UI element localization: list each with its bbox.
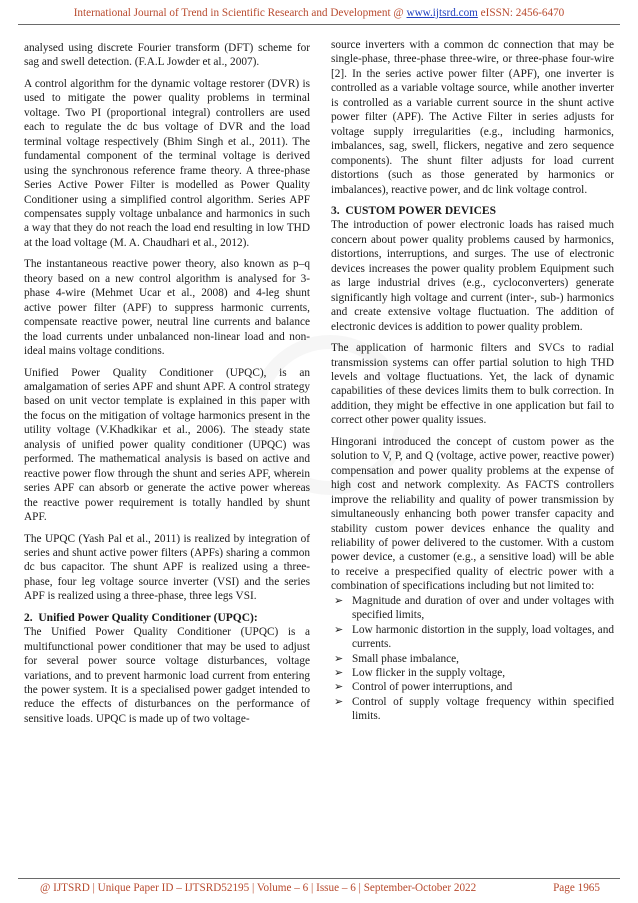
list-item-text: Control of power interruptions, and bbox=[352, 681, 513, 694]
section-heading-upqc: 2. Unified Power Quality Conditioner (UPQC): bbox=[24, 611, 258, 624]
paragraph: source inverters with a common dc connection that may be single-phase, three-phase three-wire, or three-phase four-wire [2]. In the series active power filter (APF), one inverter is controlled as a variable voltage source, while another inverter is controlled as a variable current source in the shunt active power filter (APF). The Active Filter in series adjusts for voltage supply irregularities (e.g., including harmonics, imbalances, sag, swell, flickers, negative and zero sequence components). The shunt filter adjusts for load current distortions (such as those generated by harmonics or imbalances), reactive power, and dc link voltage control. bbox=[331, 39, 614, 196]
section-heading-custom-power-devices: 3. CUSTOM POWER DEVICES bbox=[331, 204, 496, 217]
paragraph: The Unified Power Quality Conditioner (UPQC) is a multifunctional power conditioner that may be used to adjust for several power source voltage disturbances, voltage variations, and to prevent harmonic load current from entering the power system. It is a specialised power gadget intended to reduce the effects of disturbances on the performance of sensitive loads. UPQC is made up of two voltage- bbox=[24, 626, 310, 725]
header-issn: eISSN: 2456-6470 bbox=[477, 7, 565, 19]
arrow-bullet-icon: ➢ bbox=[334, 667, 344, 680]
list-item-text: Magnitude and duration of over and under voltages with specified limits, bbox=[352, 594, 614, 622]
list-item bbox=[331, 652, 614, 666]
journal-header bbox=[0, 7, 638, 19]
journal-footer bbox=[40, 882, 600, 894]
paragraph: The UPQC (Yash Pal et al., 2011) is realized by integration of series and shunt active power filters (APFs) sharing a common dc bus capacitor. The shunt APF is realized using a three-phase, four leg voltage source inverter (VSI) and the series APF is realized using a three-phase, three legs VSI. bbox=[24, 532, 310, 603]
paragraph: The instantaneous reactive power theory, also known as p–q theory based on a new control algorithm is analysed for 3-phase 4-wire (Mehmet Ucar et al., 2008) and 4-leg shunt active power filter (APF) to suppress harmonic currents, compensate reactive power, neutral line currents and balance the load currents under unbalanced non-linear load and non-ideal mains voltage conditions. bbox=[24, 258, 310, 358]
paragraph: Unified Power Quality Conditioner (UPQC), is an amalgamation of series APF and shunt APF. A control strategy based on unit vector template is explained in this paper with the focus on the mitigation of voltage harmonics present in the utility voltage (V.Khadkikar et al., 2006). The steady state analysis of unified power quality conditioner (UPQC) was performed. The mathematical analysis is based on active and reactive power flow through the shunt and series APF, wherein series APF can absorb or generate the active power whereas the reactive power requirement is totally handled by shunt APF. bbox=[24, 366, 310, 524]
footer-divider bbox=[18, 878, 620, 879]
list-item-text: Small phase imbalance, bbox=[352, 652, 459, 665]
arrow-bullet-icon: ➢ bbox=[334, 594, 344, 607]
specification-list bbox=[331, 594, 614, 724]
journal-website-link[interactable]: www.ijtsrd.com bbox=[406, 7, 478, 19]
header-journal-title: International Journal of Trend in Scientific Research and Development @ bbox=[73, 7, 407, 19]
arrow-bullet-icon: ➢ bbox=[334, 681, 344, 694]
list-item bbox=[331, 695, 614, 724]
list-item bbox=[331, 594, 614, 623]
footer-citation: @ IJTSRD | Unique Paper ID – IJTSRD52195 | Volume – 6 | Issue – 6 | September-October 2022 bbox=[40, 882, 477, 894]
left-column bbox=[24, 41, 310, 733]
arrow-bullet-icon: ➢ bbox=[334, 623, 344, 636]
right-column bbox=[331, 38, 614, 724]
list-item bbox=[331, 666, 614, 680]
paragraph: analysed using discrete Fourier transform (DFT) scheme for sag and swell detection. (F.A.L Jowder et al., 2007). bbox=[24, 42, 310, 69]
list-item bbox=[331, 623, 614, 652]
paragraph: The introduction of power electronic loads has raised much concern about power quality problems caused by harmonics, distortions, interruptions, and surges. The use of electronic devices increases the power quality problem Equipment such as large industrial drives (e.g., cycloconverters) generate significantly high voltage and current (inter-, sub-) harmonics and create extensive voltage fluctuation. The addition of electronic devices is addition to power quality problem. bbox=[331, 219, 614, 333]
list-item-text: Low harmonic distortion in the supply, load voltages, and currents. bbox=[352, 623, 614, 651]
list-item-text: Low flicker in the supply voltage, bbox=[352, 667, 506, 680]
page-number: Page 1965 bbox=[553, 882, 600, 894]
paragraph: Hingorani introduced the concept of custom power as the solution to V, P, and Q (voltage, active power, reactive power) compensation and power quality problems at the expense of high cost and network complexity. As FACTS controllers improve the reliability and quality of power transmission by simultaneously enhancing both power transfer capacity and stability custom power devices enhance the quality and reliability of power delivered to the customer. With a custom power device, a customer (e.g., a sensitive load) will be able to receive a prespecified quality of electric power with a combination of specifications including but not limited to: bbox=[331, 435, 614, 593]
header-divider bbox=[18, 24, 620, 25]
list-item bbox=[331, 680, 614, 694]
list-item-text: Control of supply voltage frequency within specified limits. bbox=[352, 695, 614, 723]
arrow-bullet-icon: ➢ bbox=[334, 695, 344, 708]
paragraph: A control algorithm for the dynamic voltage restorer (DVR) is used to mitigate the power quality problems in terminal voltage. Two PI (proportional integral) controllers are used each to regulate the dc bus voltage of DVR and the load terminal voltage respectively (Bhim Singh et al., 2011). The fundamental component of the terminal voltage is derived using the synchronous reference frame theory. A three-phase Series Active Power Filter is modelled as Power Quality Conditioner using a simplified control algorithm. Series APF compensates supply voltage unbalance and harmonics in such a way that they do not reach the load end resulting in low THD at the load voltage (M. A. Chaudhari et al., 2012). bbox=[24, 77, 310, 249]
paragraph: The application of harmonic filters and SVCs to radial transmission systems can offer partial solution to high THD levels and voltage fluctuations. Yet, the lack of dynamic capabilities of these devices limits them to bulk correction. In addition, they might be effective in one application but fail to correct other power quality issues. bbox=[331, 342, 614, 427]
arrow-bullet-icon: ➢ bbox=[334, 652, 344, 665]
